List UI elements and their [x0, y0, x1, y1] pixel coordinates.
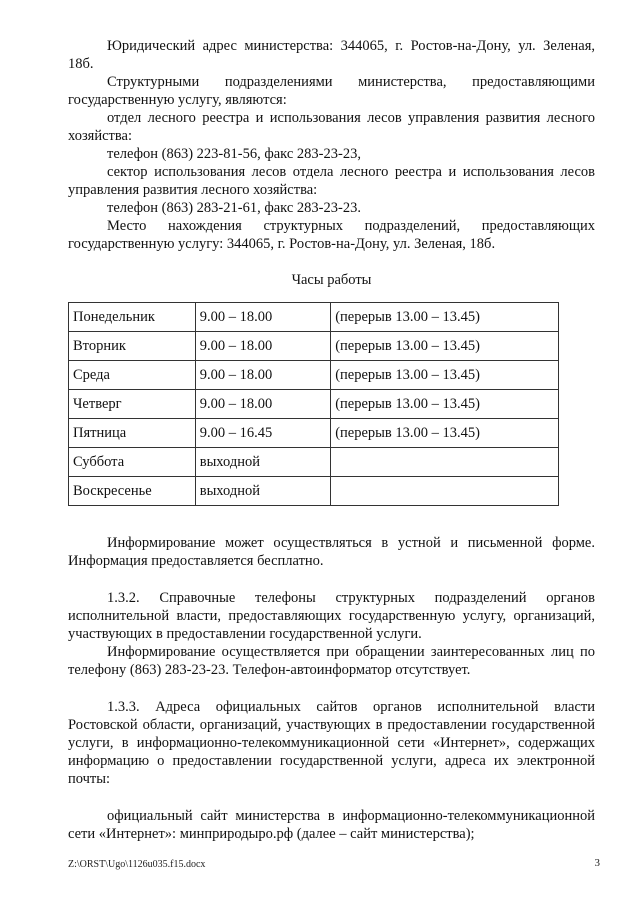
document-body	[68, 37, 595, 843]
hours-break-cell: (перерыв 13.00 – 13.45)	[331, 332, 559, 361]
hours-break-cell	[331, 448, 559, 477]
hours-break-cell: (перерыв 13.00 – 13.45)	[331, 361, 559, 390]
spacer	[68, 788, 595, 807]
hours-day-cell: Среда	[69, 361, 196, 390]
page-number: 3	[594, 857, 600, 869]
unit2-name-paragraph: сектор использования лесов отдела лесного реестра и использования лесов управления развития лесного хозяйства:	[68, 164, 595, 198]
spacer	[68, 506, 595, 534]
hours-time-cell: выходной	[195, 477, 330, 506]
hours-row	[69, 303, 559, 332]
hours-day-cell: Воскресенье	[69, 477, 196, 506]
section-1-3-3-paragraph: 1.3.3. Адреса официальных сайтов органов исполнительной власти Ростовской области, организаций, участвующих в предоставлении государственной услуги, в информационно-телекоммуникационной сети «Интернет», содержащих информацию о предоставлении государственной услуги, адреса их электронной почты:	[68, 699, 595, 787]
footer-file-path: Z:\ORST\Ugo\1126u035.f15.docx	[68, 859, 206, 870]
hours-time-cell: 9.00 – 18.00	[195, 303, 330, 332]
legal-address-paragraph: Юридический адрес министерства: 344065, г. Ростов-на-Дону, ул. Зеленая, 18б.	[68, 38, 595, 72]
hours-day-cell: Понедельник	[69, 303, 196, 332]
location-paragraph: Место нахождения структурных подразделений, предоставляющих государственную услугу: 344065, г. Ростов-на-Дону, ул. Зеленая, 18б.	[68, 218, 595, 252]
hours-time-cell: 9.00 – 18.00	[195, 390, 330, 419]
hours-break-cell: (перерыв 13.00 – 13.45)	[331, 419, 559, 448]
hours-row	[69, 448, 559, 477]
hours-table-body	[69, 303, 559, 506]
official-site-paragraph: официальный сайт министерства в информационно-телекоммуникационной сети «Интернет»: минприродыро.рф (далее – сайт министерства);	[68, 808, 595, 842]
unit1-phone-paragraph: телефон (863) 223-81-56, факс 283-23-23,	[107, 146, 361, 162]
hours-row	[69, 477, 559, 506]
spacer	[68, 570, 595, 589]
section-1-3-2-paragraph: 1.3.2. Справочные телефоны структурных подразделений органов исполнительной власти, предоставляющих государственную услугу, организаций, участвующих в предоставлении государственной услуги.	[68, 590, 595, 642]
hours-time-cell: 9.00 – 16.45	[195, 419, 330, 448]
unit1-name-paragraph: отдел лесного реестра и использования лесов управления развития лесного хозяйства:	[68, 110, 595, 144]
spacer	[68, 253, 595, 271]
hours-day-cell: Пятница	[69, 419, 196, 448]
hours-time-cell: 9.00 – 18.00	[195, 361, 330, 390]
hours-time-cell: выходной	[195, 448, 330, 477]
informing-forms-paragraph: Информирование может осуществляться в устной и письменной форме. Информация предоставляется бесплатно.	[68, 535, 595, 569]
unit2-phone-paragraph: телефон (863) 283-21-61, факс 283-23-23.	[107, 200, 361, 216]
hours-break-cell	[331, 477, 559, 506]
hours-time-cell: 9.00 – 18.00	[195, 332, 330, 361]
hours-table	[68, 302, 559, 506]
hours-row	[69, 332, 559, 361]
hours-row	[69, 390, 559, 419]
hours-title: Часы работы	[291, 272, 372, 288]
spacer	[68, 679, 595, 698]
hours-row	[69, 361, 559, 390]
hours-break-cell: (перерыв 13.00 – 13.45)	[331, 390, 559, 419]
informing-phone-paragraph: Информирование осуществляется при обращении заинтересованных лиц по телефону (863) 283-23-23. Телефон-автоинформатор отсутствует.	[68, 644, 595, 678]
hours-day-cell: Вторник	[69, 332, 196, 361]
hours-row	[69, 419, 559, 448]
structural-units-intro-paragraph: Структурными подразделениями министерства, предоставляющими государственную услугу, являются:	[68, 74, 595, 108]
hours-day-cell: Четверг	[69, 390, 196, 419]
hours-break-cell: (перерыв 13.00 – 13.45)	[331, 303, 559, 332]
hours-day-cell: Суббота	[69, 448, 196, 477]
